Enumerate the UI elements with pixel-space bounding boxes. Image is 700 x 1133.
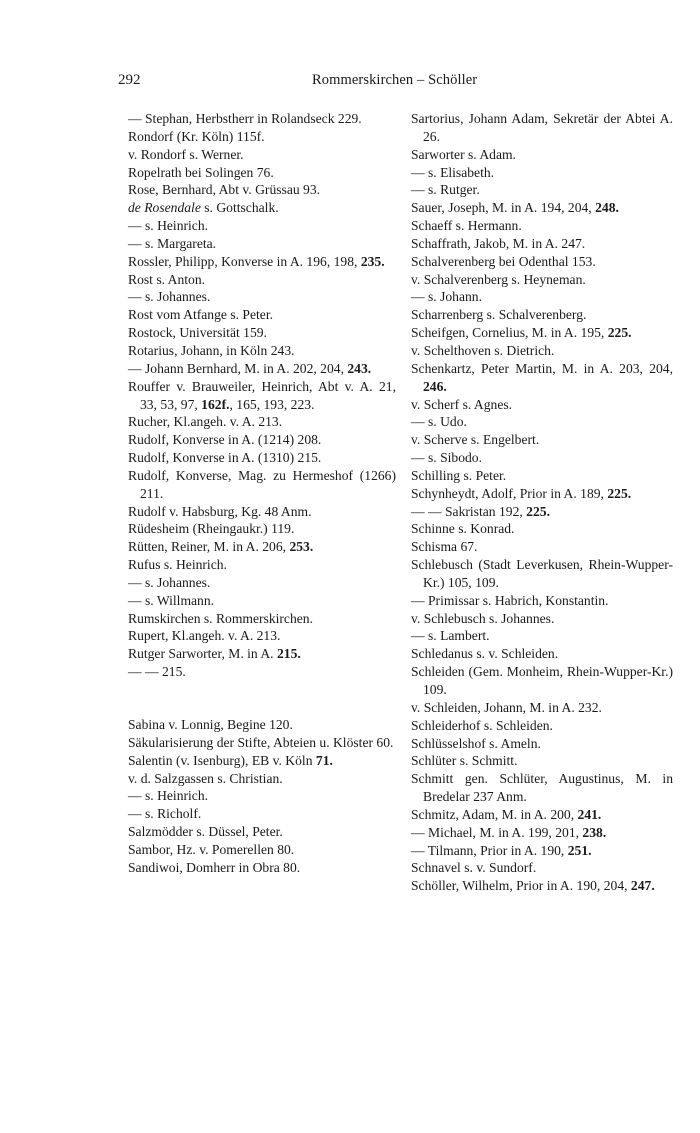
entry-text: Schnavel s. v. Sundorf. <box>411 860 537 876</box>
entry-text: Salentin (v. Isenburg), EB v. Köln <box>128 752 316 768</box>
entry-text: v. Schelthoven s. Dietrich. <box>411 342 555 358</box>
index-entry <box>411 806 673 824</box>
entry-text: — s. Lambert. <box>411 628 490 644</box>
entry-text: Rupert, Kl.angeh. v. A. 213. <box>128 628 281 644</box>
page-number: 292 <box>118 72 141 88</box>
entry-text: — Tilmann, Prior in A. 190, <box>411 842 568 858</box>
entry-text: — — 215. <box>128 664 186 680</box>
index-entry <box>128 805 396 823</box>
page-reference-bold: 246. <box>423 378 447 394</box>
entry-text: — Michael, M. in A. 199, 201, <box>411 824 583 840</box>
index-entry <box>411 396 673 414</box>
entry-text: — s. Johannes. <box>128 289 211 305</box>
index-entry <box>128 306 396 324</box>
entry-text: Schaeff s. Hermann. <box>411 218 522 234</box>
index-entry <box>128 271 396 289</box>
entry-text: Sandiwoi, Domherr in Obra 80. <box>128 859 301 875</box>
index-entry <box>411 770 673 806</box>
entry-text: Rudolf, Konverse in A. (1310) 215. <box>128 450 322 466</box>
index-column-right <box>411 110 673 895</box>
entry-text: — s. Johannes. <box>128 574 211 590</box>
page-reference-bold: 162f. <box>201 396 230 412</box>
index-entry <box>128 841 396 859</box>
index-entry <box>411 181 673 199</box>
index-entry <box>411 288 673 306</box>
index-entry <box>128 467 396 503</box>
index-entry <box>128 538 396 556</box>
entry-text: v. d. Salzgassen s. Christian. <box>128 770 283 786</box>
index-entry <box>128 378 396 414</box>
index-entry <box>411 556 673 592</box>
entry-text: Rumskirchen s. Rommerskirchen. <box>128 610 313 626</box>
entry-text: — s. Johann. <box>411 289 482 305</box>
index-entry <box>411 146 673 164</box>
index-entry <box>411 538 673 556</box>
index-entry <box>128 734 396 752</box>
entry-text: Schmitt gen. Schlüter, Augustinus, M. in Bredelar 237 Anm. <box>411 771 673 805</box>
index-entry <box>411 717 673 735</box>
page-reference-bold: 215. <box>276 646 301 662</box>
index-entry <box>128 324 396 342</box>
entry-text: , 165, 193, 223. <box>229 396 315 412</box>
index-entry <box>411 610 673 628</box>
index-entry <box>128 574 396 592</box>
index-entry <box>128 859 396 877</box>
index-entry <box>411 253 673 271</box>
index-entry <box>411 877 673 895</box>
index-entry <box>128 217 396 235</box>
index-entry <box>411 663 673 699</box>
index-column-left <box>128 110 396 877</box>
entry-text: Rondorf (Kr. Köln) 115f. <box>128 128 265 144</box>
entry-text: v. Rondorf s. Werner. <box>128 146 244 162</box>
index-entry <box>128 823 396 841</box>
entry-text: Rutger Sarworter, M. in A. <box>128 646 277 662</box>
entry-text: Schlüter s. Schmitt. <box>411 753 518 769</box>
index-entry <box>411 752 673 770</box>
entry-text: Rostock, Universität 159. <box>128 325 267 341</box>
page-reference-bold: 247. <box>630 878 655 894</box>
page-reference-bold: 248. <box>595 200 619 216</box>
page-reference-bold: 241. <box>577 806 602 822</box>
index-entry <box>128 360 396 378</box>
index-entry <box>128 752 396 770</box>
index-entry <box>411 592 673 610</box>
entry-text: Schinne s. Konrad. <box>411 521 515 537</box>
entry-text: Ropelrath bei Solingen 76. <box>128 164 274 180</box>
index-entry <box>128 787 396 805</box>
entry-text: Rudolf v. Habsburg, Kg. 48 Anm. <box>128 503 312 519</box>
index-entry <box>411 520 673 538</box>
index-entry <box>128 110 396 128</box>
index-entry <box>128 431 396 449</box>
entry-text: — s. Elisabeth. <box>411 164 495 180</box>
index-entry <box>411 449 673 467</box>
index-entry <box>128 181 396 199</box>
entry-text: — Stephan, Herbstherr in Rolandseck 229. <box>128 111 362 126</box>
entry-text: — s. Willmann. <box>128 592 215 608</box>
entry-text: Sambor, Hz. v. Pomerellen 80. <box>128 841 295 857</box>
page-reference-bold: 225. <box>526 503 550 519</box>
index-entry <box>411 467 673 485</box>
index-entry <box>128 520 396 538</box>
index-entry <box>128 770 396 788</box>
index-entry <box>128 128 396 146</box>
entry-text: Schalverenberg bei Odenthal 153. <box>411 253 596 269</box>
index-entry <box>411 645 673 663</box>
index-entry <box>411 824 673 842</box>
entry-text: Schilling s. Peter. <box>411 467 507 483</box>
entry-text: Rouffer v. Brauweiler, Heinrich, Abt v. A. 21, 33, 53, 97, <box>128 378 396 412</box>
entry-text: Sartorius, Johann Adam, Sekretär der Abtei A. 26. <box>411 111 673 144</box>
entry-text: Scharrenberg s. Schalverenberg. <box>411 307 587 323</box>
index-entry <box>128 146 396 164</box>
index-entry <box>411 413 673 431</box>
index-entry <box>411 859 673 877</box>
entry-text: — s. Rutger. <box>411 182 480 198</box>
entry-text: Schynheydt, Adolf, Prior in A. 189, <box>411 485 608 501</box>
entry-text: Schmitz, Adam, M. in A. 200, <box>411 806 578 822</box>
index-entry <box>411 271 673 289</box>
index-entry <box>128 235 396 253</box>
index-entry <box>128 449 396 467</box>
entry-text: Sabina v. Lonnig, Begine 120. <box>128 717 293 732</box>
index-entry <box>411 360 673 396</box>
entry-text: Schledanus s. v. Schleiden. <box>411 646 559 662</box>
page-reference-bold: 251. <box>567 842 592 858</box>
entry-text: Rudolf, Konverse in A. (1214) 208. <box>128 432 322 448</box>
entry-text: Schaffrath, Jakob, M. in A. 247. <box>411 235 586 251</box>
entry-text: — s. Heinrich. <box>128 218 209 234</box>
index-entry <box>128 627 396 645</box>
page-reference-bold: 71. <box>315 752 333 768</box>
index-entry <box>128 253 396 271</box>
index-entry <box>128 645 396 663</box>
entry-text: s. Gottschalk. <box>200 200 279 216</box>
entry-text: — s. Heinrich. <box>128 788 209 804</box>
entry-text: Rütten, Reiner, M. in A. 206, <box>128 539 290 555</box>
index-entry <box>411 503 673 521</box>
page-reference-bold: 225. <box>607 485 632 501</box>
page-reference-bold: 238. <box>582 824 607 840</box>
entry-text: Rose, Bernhard, Abt v. Grüssau 93. <box>128 182 321 198</box>
entry-text: Schlüsselshof s. Ameln. <box>411 735 541 751</box>
entry-text: — s. Richolf. <box>128 806 202 822</box>
entry-text: v. Schleiden, Johann, M. in A. 232. <box>411 699 602 715</box>
running-head: Rommerskirchen – Schöller <box>312 72 478 88</box>
index-entry <box>128 556 396 574</box>
entry-text: Sauer, Joseph, M. in A. 194, 204, <box>411 200 596 216</box>
index-entry <box>411 306 673 324</box>
entry-text: Rudolf, Konverse, Mag. zu Hermeshof (1266) 211. <box>128 467 396 501</box>
entry-text: Rotarius, Johann, in Köln 243. <box>128 342 295 358</box>
index-entry <box>411 324 673 342</box>
index-entry <box>128 716 396 734</box>
entry-text: — — Sakristan 192, <box>411 503 527 519</box>
entry-text: v. Scherve s. Engelbert. <box>411 432 540 448</box>
page-reference-bold: 235. <box>360 253 385 269</box>
index-entry <box>128 663 396 681</box>
index-entry <box>411 217 673 235</box>
entry-text: v. Schalverenberg s. Heyneman. <box>411 271 586 287</box>
page-reference-bold: 243. <box>347 360 372 376</box>
index-entry <box>128 288 396 306</box>
index-entry <box>411 627 673 645</box>
entry-text: Rucher, Kl.angeh. v. A. 213. <box>128 414 283 430</box>
index-entry <box>411 431 673 449</box>
index-entry <box>128 503 396 521</box>
entry-text: Rüdesheim (Rheingaukr.) 119. <box>128 521 295 537</box>
index-entry <box>128 592 396 610</box>
entry-text: Schisma 67. <box>411 539 478 555</box>
entry-text: Säkularisierung der Stifte, Abteien u. Klöster 60. <box>128 734 394 750</box>
index-entry <box>411 842 673 860</box>
index-entry <box>411 485 673 503</box>
entry-text: — s. Margareta. <box>128 235 217 251</box>
entry-text: Scheifgen, Cornelius, M. in A. 195, <box>411 325 608 341</box>
index-entry <box>411 199 673 217</box>
entry-text: — s. Sibodo. <box>411 450 483 466</box>
entry-text: Schleiden (Gem. Monheim, Rhein-Wupper-Kr.) 109. <box>411 664 673 697</box>
entry-text: v. Schlebusch s. Johannes. <box>411 610 555 626</box>
entry-text: Salzmödder s. Düssel, Peter. <box>128 824 283 840</box>
entry-text: Schleiderhof s. Schleiden. <box>411 717 553 733</box>
index-entry <box>411 164 673 182</box>
entry-text: Sarworter s. Adam. <box>411 146 516 162</box>
index-entry <box>128 413 396 431</box>
index-entry <box>128 610 396 628</box>
index-entry <box>411 342 673 360</box>
index-entry <box>128 342 396 360</box>
entry-text: Rost vom Atfange s. Peter. <box>128 307 273 323</box>
index-entry <box>411 699 673 717</box>
entry-text: — Johann Bernhard, M. in A. 202, 204, <box>128 360 348 376</box>
entry-text: — Primissar s. Habrich, Konstantin. <box>411 592 609 608</box>
index-entry <box>128 199 396 217</box>
page-reference-bold: 225. <box>607 325 632 341</box>
index-entry <box>411 235 673 253</box>
entry-text: Rossler, Philipp, Konverse in A. 196, 198, <box>128 253 361 269</box>
index-entry <box>411 110 673 146</box>
entry-text: Rufus s. Heinrich. <box>128 557 227 573</box>
entry-text: — s. Udo. <box>411 414 467 430</box>
entry-text: Schöller, Wilhelm, Prior in A. 190, 204, <box>411 878 631 894</box>
entry-text: v. Scherf s. Agnes. <box>411 396 513 412</box>
index-entry <box>411 735 673 753</box>
entry-term-italic: de Rosendale <box>128 200 201 216</box>
entry-text: Schlebusch (Stadt Leverkusen, Rhein-Wupper-Kr.) 105, 109. <box>411 557 673 590</box>
entry-text: Schenkartz, Peter Martin, M. in A. 203, 204, <box>411 360 673 376</box>
page-reference-bold: 253. <box>289 539 314 555</box>
entry-text: Rost s. Anton. <box>128 271 206 287</box>
index-entry <box>128 164 396 182</box>
